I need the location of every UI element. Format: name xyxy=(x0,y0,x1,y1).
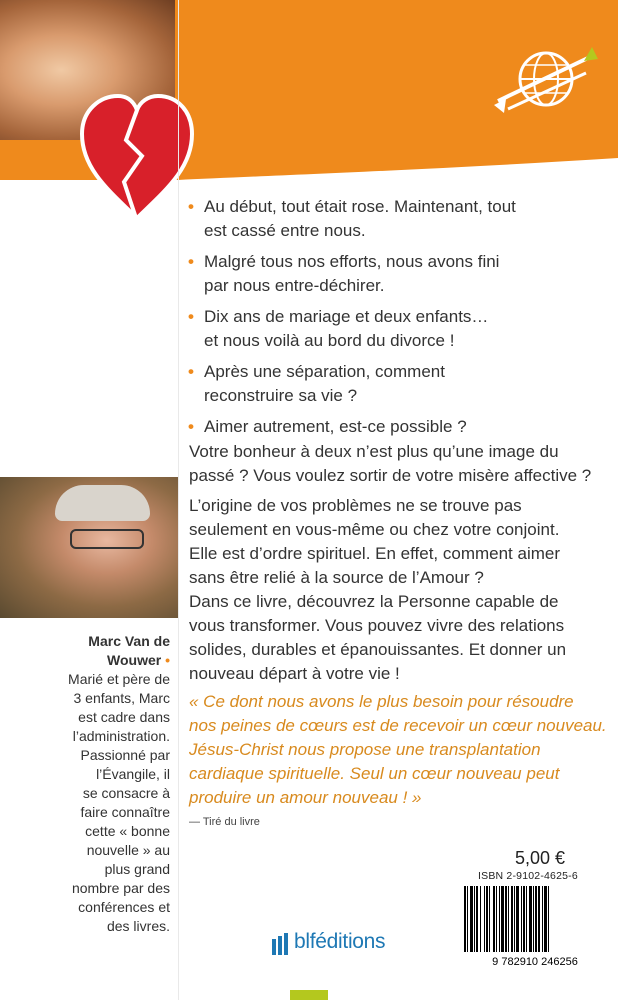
barcode-bar xyxy=(476,886,478,952)
quote-line: produire un amour nouveau ! » xyxy=(189,788,422,807)
author-bullet: • xyxy=(165,652,170,668)
barcode-bar xyxy=(499,886,500,952)
bio-line: est cadre dans xyxy=(78,709,170,725)
paragraph-line: Elle est d’ordre spirituel. En effet, comment aimer xyxy=(189,544,561,563)
barcode-bar xyxy=(514,886,515,952)
paragraph-line: L’origine de vos problèmes ne se trouve pas xyxy=(189,496,522,515)
author-glasses xyxy=(70,529,144,549)
bullet-line: par nous entre-déchirer. xyxy=(204,276,385,295)
barcode-bar xyxy=(484,886,485,952)
author-name-line1: Marc Van de xyxy=(88,633,170,649)
bullet-dot-icon: • xyxy=(188,197,194,216)
publisher-logo xyxy=(272,930,422,960)
paragraph-line: vous transformer. Vous pouvez vivre des relations xyxy=(189,616,565,635)
bio-line: Passionné par xyxy=(80,747,170,763)
bullet-dot-icon: • xyxy=(188,362,194,381)
bio-line: nombre par des xyxy=(71,880,170,896)
author-hair xyxy=(55,485,150,521)
bio-line: l’administration. xyxy=(72,728,170,744)
bio-line: l’Évangile, il xyxy=(96,766,170,782)
barcode-bar xyxy=(493,886,495,952)
price: 5,00 € xyxy=(515,848,566,868)
barcode-bar xyxy=(523,886,525,952)
bottom-color-strip xyxy=(290,990,328,1000)
barcode-bar xyxy=(464,886,466,952)
barcode-digits: 9 782910 246256 xyxy=(492,956,578,968)
paragraph-line: Dans ce livre, découvrez la Personne capable de xyxy=(189,592,559,611)
book-quote xyxy=(189,690,609,810)
barcode-bar xyxy=(521,886,522,952)
bullet-dot-icon: • xyxy=(188,252,194,271)
paragraph-line: Votre bonheur à deux n’est plus qu’une image du xyxy=(189,442,559,461)
author-bio xyxy=(10,670,170,936)
quote-line: nos peines de cœurs est de recevoir un cœur nouveau. xyxy=(189,716,607,735)
isbn: ISBN 2-9102-4625-6 xyxy=(478,870,578,882)
barcode-bar xyxy=(505,886,507,952)
paragraph-2 xyxy=(189,494,609,590)
bullet-line: reconstruire sa vie ? xyxy=(204,386,358,405)
column-divider xyxy=(178,0,179,1000)
barcode-bar xyxy=(544,886,547,952)
barcode-bar xyxy=(467,886,468,952)
quote-line: « Ce dont nous avons le plus besoin pour résoudre xyxy=(189,692,574,711)
bullet-item xyxy=(188,195,608,243)
book-stack-icon xyxy=(272,933,290,955)
paragraph-line: solides, durables et épanouissantes. Et donner un xyxy=(189,640,567,659)
barcode-bar xyxy=(470,886,473,952)
publisher-name: blféditions xyxy=(294,930,386,953)
barcode-bar xyxy=(526,886,527,952)
paragraph-1 xyxy=(189,440,609,488)
globe-arrows-icon xyxy=(490,35,600,125)
bio-line: nouvelle » au xyxy=(86,842,170,858)
paragraph-line: passé ? Vous voulez sortir de votre misère affective ? xyxy=(189,466,592,485)
barcode-bar xyxy=(508,886,509,952)
bullet-line: Aimer autrement, est-ce possible ? xyxy=(204,417,467,436)
barcode-bar xyxy=(538,886,540,952)
barcode-bar xyxy=(542,886,543,952)
bullet-line: Après une séparation, comment xyxy=(204,362,445,381)
barcode-bar xyxy=(501,886,504,952)
author-name-line2: Wouwer xyxy=(107,652,162,668)
bio-line: se consacre à xyxy=(82,785,170,801)
barcode-bar xyxy=(533,886,534,952)
bullet-dot-icon: • xyxy=(188,307,194,326)
bio-line: conférences et xyxy=(78,899,170,915)
bullet-line: Malgré tous nos efforts, nous avons fini xyxy=(204,252,500,271)
bullet-item xyxy=(188,250,608,298)
bullet-item xyxy=(188,360,608,408)
quote-line: cardiaque spirituelle. Seul un cœur nouveau peut xyxy=(189,764,560,783)
paragraph-3 xyxy=(189,590,609,686)
paragraph-line: sans être relié à la source de l’Amour ? xyxy=(189,568,484,587)
barcode-bar xyxy=(496,886,497,952)
bullet-item xyxy=(188,415,608,439)
question-bullets xyxy=(188,195,608,446)
barcode-bar xyxy=(511,886,513,952)
bio-line: Marié et père de xyxy=(68,671,170,687)
barcode-bar xyxy=(489,886,490,952)
bullet-line: Dix ans de mariage et deux enfants… xyxy=(204,307,489,326)
bullet-line: et nous voilà au bord du divorce ! xyxy=(204,331,455,350)
barcode-bar xyxy=(548,886,549,952)
bio-line: des livres. xyxy=(106,918,170,934)
bullet-item xyxy=(188,305,608,353)
barcode-bar xyxy=(474,886,475,952)
bio-line: cette « bonne xyxy=(85,823,170,839)
barcode xyxy=(460,884,610,968)
author-name xyxy=(10,632,170,670)
quote-line: Jésus-Christ nous propose une transplantation xyxy=(189,740,541,759)
paragraph-line: seulement en vous-même ou chez votre conjoint. xyxy=(189,520,560,539)
bio-line: 3 enfants, Marc xyxy=(73,690,170,706)
quote-source: — Tiré du livre xyxy=(189,816,260,828)
author-photo xyxy=(0,477,178,618)
bio-line: faire connaître xyxy=(80,804,170,820)
barcode-bar xyxy=(486,886,488,952)
barcode-bar xyxy=(529,886,532,952)
barcode-bar xyxy=(480,886,481,952)
bio-line: plus grand xyxy=(104,861,170,877)
barcode-bar xyxy=(516,886,519,952)
paragraph-line: nouveau départ à votre vie ! xyxy=(189,664,400,683)
bullet-line: est cassé entre nous. xyxy=(204,221,366,240)
barcode-bar xyxy=(535,886,537,952)
bullet-dot-icon: • xyxy=(188,417,194,436)
bullet-line: Au début, tout était rose. Maintenant, tout xyxy=(204,197,516,216)
